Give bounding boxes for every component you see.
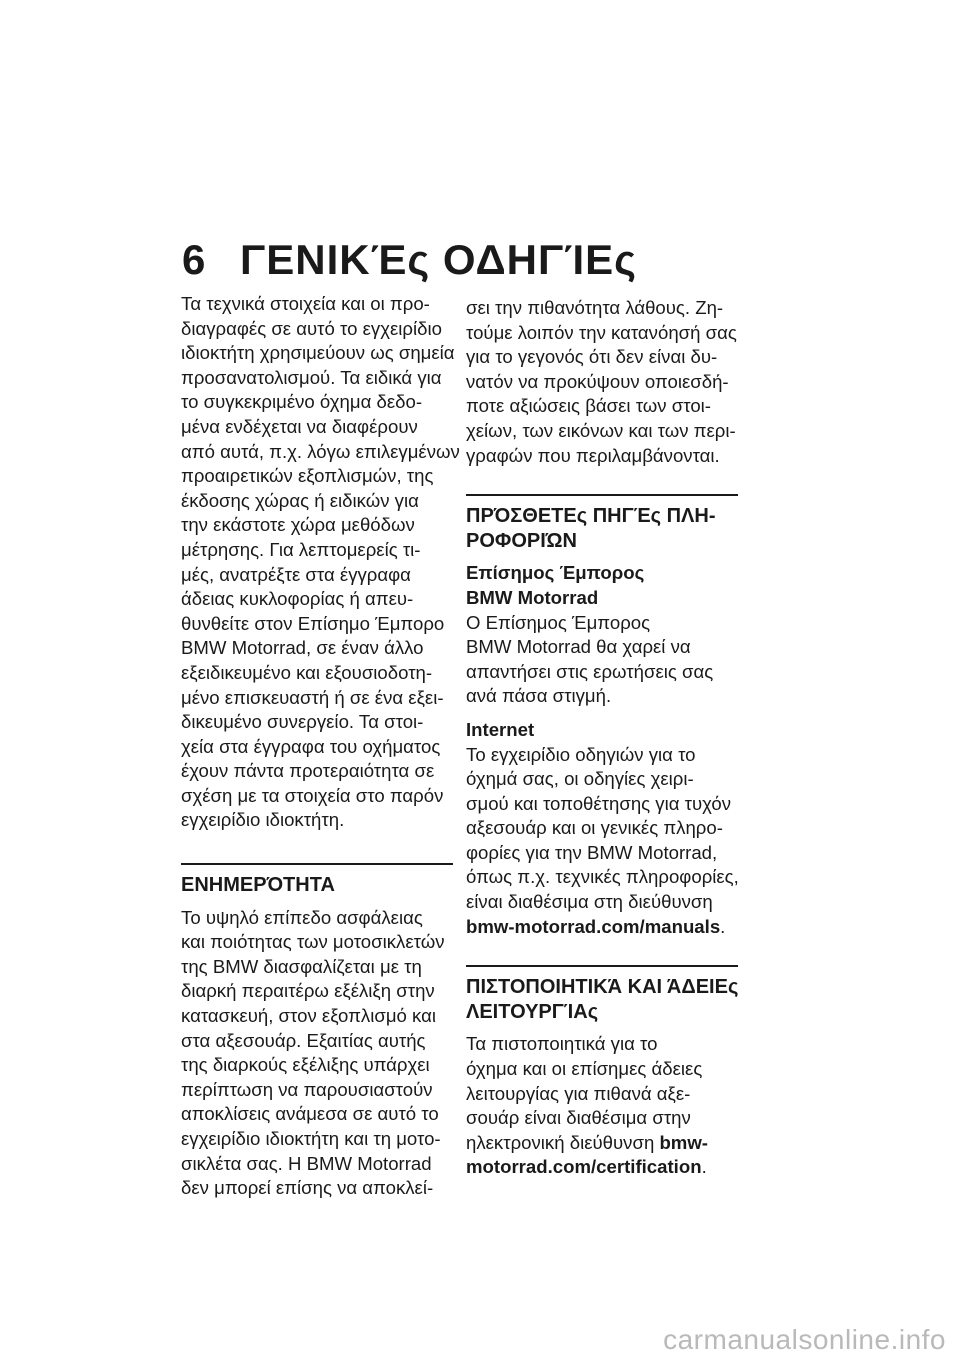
certification-link-part1[interactable]: bmw- xyxy=(659,1131,708,1153)
internet-subtitle: Internet xyxy=(466,718,535,740)
text-line: τούμε λοιπόν την κατανόησή σας xyxy=(466,321,737,343)
text-line: θυνθείτε στον Επίσημο Έμπορο xyxy=(181,612,445,634)
text-line: σμού και τοποθέτησης για τυχόν xyxy=(466,792,732,814)
chapter-number: 6 xyxy=(182,236,207,283)
text-line: ιδιοκτήτη χρησιμεύουν ως σημεία xyxy=(181,342,455,364)
text-line: Ο Επίσημος Έμπορος xyxy=(466,611,651,633)
section-divider xyxy=(181,863,453,865)
dealer-title-line: Επίσημος Έμπορος xyxy=(466,562,645,584)
text-line: χείων, των εικόνων και των περι- xyxy=(466,419,736,441)
text-line: προαιρετικών εξοπλισμών, της xyxy=(181,465,434,487)
text-line: άδειας κυκλοφορίας ή απευ- xyxy=(181,588,414,610)
text-line: σουάρ είναι διαθέσιμα στην xyxy=(466,1107,691,1129)
right-column xyxy=(466,296,738,1180)
internet-paragraph xyxy=(466,743,738,915)
text-line: σει την πιθανότητα λάθους. Ζη- xyxy=(466,297,724,318)
period: . xyxy=(701,1156,707,1178)
update-section-title: ΕΝΗΜΕΡΌΤΗΤΑ xyxy=(181,874,335,897)
intro-paragraph xyxy=(181,292,460,833)
text-line: φορίες για την BMW Motorrad, xyxy=(466,841,718,863)
cert-link-line xyxy=(466,1131,738,1156)
chapter-heading xyxy=(182,236,637,284)
update-paragraph xyxy=(181,906,453,1201)
text-line: μές, ανατρέξτε στα έγγραφα xyxy=(181,563,411,585)
text-line: την εκάστοτε χώρα μεθόδων xyxy=(181,514,415,536)
certificates-section-title xyxy=(466,975,738,1024)
text-line: για το γεγονός ότι δεν είναι δυ- xyxy=(466,346,718,368)
text-line: εγχειρίδιο ιδιοκτήτη. xyxy=(181,809,345,831)
section-divider xyxy=(466,494,738,496)
manuals-link-line xyxy=(466,915,738,940)
sources-section-title xyxy=(466,504,738,553)
text-line: διαγραφές σε αυτό το εγχειρίδιο xyxy=(181,317,442,339)
text-line: περίπτωση να παρουσιαστούν xyxy=(181,1078,433,1100)
text-line: μέτρησης. Για λεπτομερείς τι- xyxy=(181,538,421,560)
certificates-paragraph xyxy=(466,1032,738,1130)
dealer-subtitle xyxy=(466,561,738,610)
text-line: αξεσουάρ και οι γενικές πληρο- xyxy=(466,817,723,839)
text-line: BMW Motorrad θα χαρεί να xyxy=(466,636,691,658)
text-line: Το εγχειρίδιο οδηγιών για το xyxy=(466,743,696,765)
section-divider xyxy=(466,965,738,967)
text-line: Το υψηλό επίπεδο ασφάλειας xyxy=(181,906,423,928)
text-line: λειτουργίας για πιθανά αξε- xyxy=(466,1082,691,1104)
text-line: ποτε αξιώσεις βάσει των στοι- xyxy=(466,395,711,417)
chapter-title: ΓΕΝΙΚΈς ΟΔΗΓΊΕς xyxy=(240,236,637,283)
text-line: Τα τεχνικά στοιχεία και οι προ- xyxy=(181,293,430,314)
sources-title-line: ΠΡΌΣΘΕΤΕς ΠΗΓΈς ΠΛΗ- xyxy=(466,505,716,528)
text-line: είναι διαθέσιμα στη διεύθυνση xyxy=(466,891,713,913)
text-line: μένο επισκευαστή ή σε ένα εξει- xyxy=(181,686,444,708)
text-line: ανά πάσα στιγμή. xyxy=(466,685,612,707)
text-line: σικλέτα σας. Η BMW Motorrad xyxy=(181,1152,432,1174)
text-line: μένα ενδέχεται να διαφέρουν xyxy=(181,415,418,437)
text-line: όχημα και οι επίσημες άδειες xyxy=(466,1058,703,1080)
text-line: εγχειρίδιο ιδιοκτήτη και τη μοτο- xyxy=(181,1128,441,1149)
text-line: Τα πιστοποιητικά για το xyxy=(466,1033,658,1055)
text-line: BMW Motorrad, σε έναν άλλο xyxy=(181,637,424,659)
text-line: σχέση με τα στοιχεία στο παρόν xyxy=(181,784,444,806)
text-line: γραφών που περιλαμβάνονται. xyxy=(466,444,720,466)
continued-paragraph xyxy=(466,296,738,468)
text-line: νατόν να προκύψουν οποιεσδή- xyxy=(466,370,729,392)
cert-title-line: ΠΙΣΤΟΠΟΙΗΤΙΚΆ ΚΑΙ ΆΔΕΙΕς xyxy=(466,976,739,999)
text-line: δεν μπορεί επίσης να αποκλεί- xyxy=(181,1177,434,1199)
watermark: carmanualsonline.info xyxy=(663,1324,946,1355)
text-line: δικευμένο συνεργείο. Τα στοι- xyxy=(181,711,424,733)
cert-title-line: ΛΕΙΤΟΥΡΓΊΑς xyxy=(466,1000,599,1023)
certification-link-part2[interactable]: motorrad.com/certification xyxy=(466,1156,702,1178)
cert-link-line-2 xyxy=(466,1155,738,1180)
text-line: έκδοσης χώρας ή ειδικών για xyxy=(181,489,419,511)
text-line: όπως π.χ. τεχνικές πληροφορίες, xyxy=(466,866,739,888)
text-line: της BMW διασφαλίζεται με τη xyxy=(181,955,422,977)
text-line: διαρκή περαιτέρω εξέλιξη στην xyxy=(181,980,435,1002)
text-line: αποκλίσεις ανάμεσα σε αυτό το xyxy=(181,1103,439,1125)
dealer-title-line: BMW Motorrad xyxy=(466,586,599,608)
period: . xyxy=(720,915,726,937)
text-line: στα αξεσουάρ. Εξαιτίας αυτής xyxy=(181,1029,426,1051)
text-line: της διαρκούς εξέλιξης υπάρχει xyxy=(181,1054,430,1076)
text-line: χεία στα έγγραφα του οχήματος xyxy=(181,735,441,757)
text-line: εξειδικευμένο και εξουσιοδοτη- xyxy=(181,661,433,683)
sources-title-line: ΡΟΦΟΡΙΏΝ xyxy=(466,529,577,552)
text-line: από αυτά, π.χ. λόγω επιλεγμένων xyxy=(181,440,460,462)
text-line: κατασκευή, στον εξοπλισμό και xyxy=(181,1005,437,1027)
text-line: όχημά σας, οι οδηγίες χειρι- xyxy=(466,768,694,790)
dealer-paragraph xyxy=(466,611,738,709)
cert-link-lead: ηλεκτρονική διεύθυνση xyxy=(466,1131,655,1153)
text-line: απαντήσει στις ερωτήσεις σας xyxy=(466,660,714,682)
text-line: το συγκεκριμένο όχημα δεδο- xyxy=(181,391,423,413)
text-line: προσανατολισμού. Τα ειδικά για xyxy=(181,366,442,388)
text-line: έχουν πάντα προτεραιότητα σε xyxy=(181,760,435,782)
text-line: και ποιότητας των μοτοσικλετών xyxy=(181,931,445,953)
left-column xyxy=(181,292,460,1201)
manuals-link[interactable]: bmw-motorrad.com/manuals xyxy=(466,915,721,937)
